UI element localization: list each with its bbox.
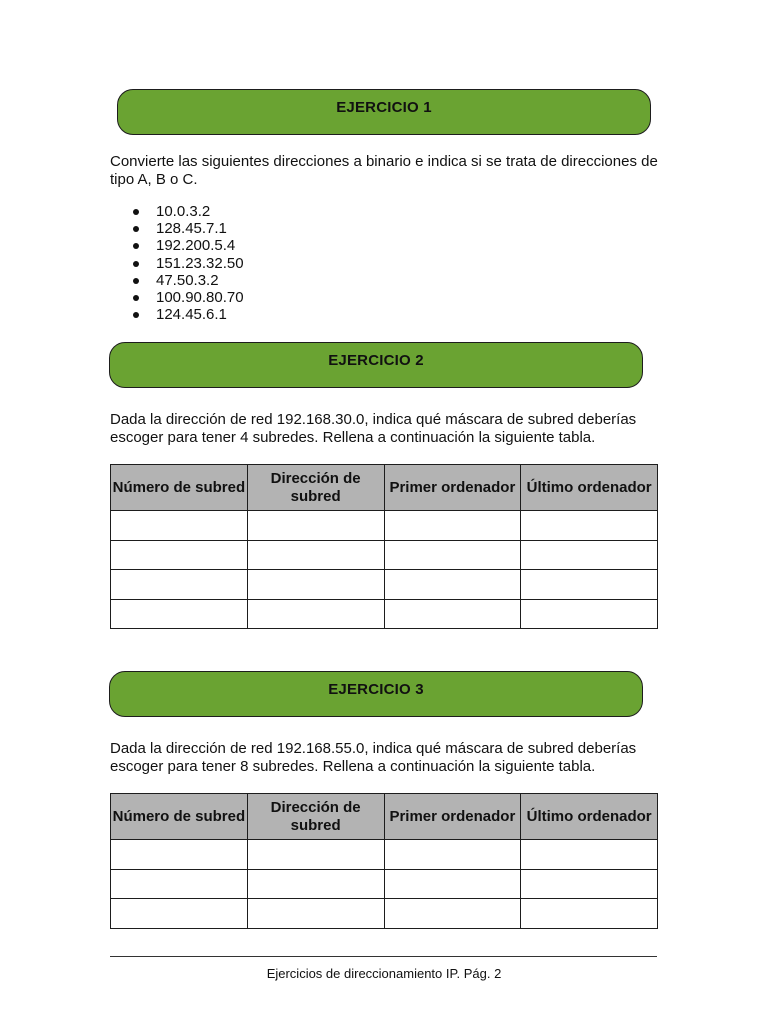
table-cell bbox=[521, 840, 658, 870]
table-row bbox=[111, 511, 658, 541]
column-header: Número de subred bbox=[111, 465, 248, 511]
exercise-3-table bbox=[110, 793, 658, 929]
bullet-icon bbox=[133, 261, 139, 267]
list-item: 128.45.7.1 bbox=[130, 220, 244, 237]
table-cell bbox=[521, 540, 658, 570]
list-item: 47.50.3.2 bbox=[130, 272, 244, 289]
table-cell bbox=[521, 511, 658, 541]
table-cell bbox=[247, 511, 384, 541]
exercise-2-title: EJERCICIO 2 bbox=[328, 351, 424, 369]
table-cell bbox=[521, 869, 658, 899]
bullet-icon bbox=[133, 295, 139, 301]
table-cell bbox=[111, 511, 248, 541]
list-item: 100.90.80.70 bbox=[130, 289, 244, 306]
bullet-icon bbox=[133, 226, 139, 232]
table-cell bbox=[247, 540, 384, 570]
table-header-row bbox=[111, 794, 658, 840]
table-cell bbox=[247, 840, 384, 870]
list-item: 124.45.6.1 bbox=[130, 306, 244, 323]
list-item: 10.0.3.2 bbox=[130, 203, 244, 220]
table-cell bbox=[521, 599, 658, 629]
exercise-3-title: EJERCICIO 3 bbox=[328, 680, 424, 698]
table-cell bbox=[111, 540, 248, 570]
table-row bbox=[111, 899, 658, 929]
table-row bbox=[111, 599, 658, 629]
table-cell bbox=[247, 899, 384, 929]
table-cell bbox=[111, 599, 248, 629]
table-cell bbox=[521, 899, 658, 929]
table-cell bbox=[247, 869, 384, 899]
table-cell bbox=[384, 540, 521, 570]
exercise-3-banner bbox=[109, 671, 643, 717]
table-cell bbox=[384, 899, 521, 929]
table-row bbox=[111, 540, 658, 570]
address-list bbox=[130, 203, 244, 323]
table-cell bbox=[384, 570, 521, 600]
table-cell bbox=[111, 869, 248, 899]
column-header: Número de subred bbox=[111, 794, 248, 840]
table-cell bbox=[247, 570, 384, 600]
exercise-2-table bbox=[110, 464, 658, 629]
table-row bbox=[111, 840, 658, 870]
column-header: Primer ordenador bbox=[384, 794, 521, 840]
column-header: Último ordenador bbox=[521, 465, 658, 511]
bullet-icon bbox=[133, 209, 139, 215]
table-cell bbox=[384, 869, 521, 899]
column-header: Dirección de subred bbox=[247, 794, 384, 840]
table-cell bbox=[247, 599, 384, 629]
exercise-1-banner bbox=[117, 89, 651, 135]
exercise-1-instruction: Convierte las siguientes direcciones a binario e indica si se trata de direcciones de tipo A, B o C. bbox=[110, 153, 658, 188]
exercise-3-instruction: Dada la dirección de red 192.168.55.0, indica qué máscara de subred deberías escoger para tener 8 subredes. Rellena a continuación la siguiente tabla. bbox=[110, 740, 637, 775]
table-cell bbox=[384, 511, 521, 541]
table-cell bbox=[521, 570, 658, 600]
exercise-2-instruction: Dada la dirección de red 192.168.30.0, indica qué máscara de subred deberías escoger para tener 4 subredes. Rellena a continuación la siguiente tabla. bbox=[110, 411, 637, 446]
exercise-1-title: EJERCICIO 1 bbox=[336, 98, 432, 116]
table-row bbox=[111, 869, 658, 899]
table-cell bbox=[111, 899, 248, 929]
column-header: Dirección de subred bbox=[247, 465, 384, 511]
bullet-icon bbox=[133, 243, 139, 249]
list-item: 151.23.32.50 bbox=[130, 255, 244, 272]
table-cell bbox=[111, 840, 248, 870]
footer-divider bbox=[110, 956, 657, 957]
column-header: Último ordenador bbox=[521, 794, 658, 840]
table-cell bbox=[384, 599, 521, 629]
column-header: Primer ordenador bbox=[384, 465, 521, 511]
table-row bbox=[111, 570, 658, 600]
table-header-row bbox=[111, 465, 658, 511]
table-cell bbox=[111, 570, 248, 600]
list-item: 192.200.5.4 bbox=[130, 237, 244, 254]
exercise-2-banner bbox=[109, 342, 643, 388]
bullet-icon bbox=[133, 278, 139, 284]
bullet-icon bbox=[133, 312, 139, 318]
table-cell bbox=[384, 840, 521, 870]
page-footer: Ejercicios de direccionamiento IP. Pág. 2 bbox=[266, 966, 502, 981]
